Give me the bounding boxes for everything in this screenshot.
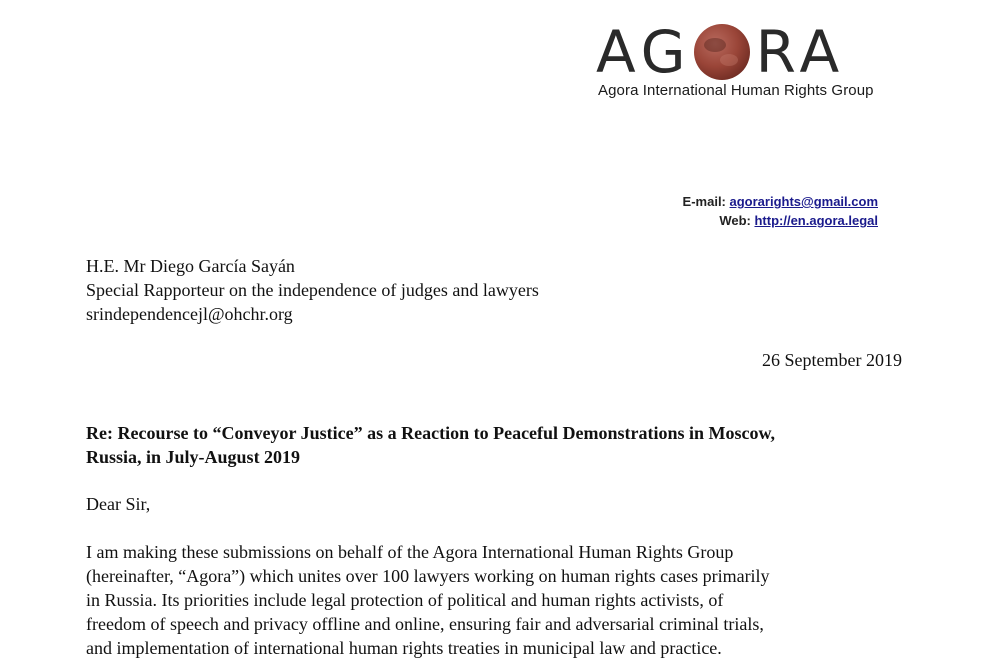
paragraph-line: freedom of speech and privacy offline and online, ensuring fair and adversarial criminal trials, [86, 614, 764, 634]
contact-web-row [683, 211, 878, 230]
paragraph-line: and implementation of international human rights treaties in municipal law and practice. [86, 638, 722, 658]
paragraph-line: in Russia. Its priorities include legal protection of political and human rights activists, of [86, 590, 724, 610]
addressee-title: Special Rapporteur on the independence of judges and lawyers [86, 280, 539, 300]
globe-icon [694, 24, 750, 80]
logo-word-right: RA [755, 18, 846, 86]
logo-subtitle: Agora International Human Rights Group [598, 82, 874, 99]
web-link[interactable]: http://en.agora.legal [754, 213, 878, 228]
paragraph-line: (hereinafter, “Agora”) which unites over 100 lawyers working on human rights cases primarily [86, 566, 770, 586]
logo-wordmark [596, 20, 845, 84]
addressee-name: H.E. Mr Diego García Sayán [86, 256, 295, 276]
subject-line-1: Re: Recourse to “Conveyor Justice” as a Reaction to Peaceful Demonstrations in Moscow, [86, 423, 776, 443]
addressee-block [86, 254, 539, 326]
addressee-email: srindependencejl@ohchr.org [86, 304, 293, 324]
body-paragraph [86, 540, 906, 660]
contact-block [683, 192, 878, 230]
agora-logo [596, 18, 886, 108]
contact-email-row [683, 192, 878, 211]
web-label: Web: [719, 213, 751, 228]
paragraph-line: I am making these submissions on behalf of the Agora International Human Rights Group [86, 542, 734, 562]
email-link[interactable]: agorarights@gmail.com [729, 194, 878, 209]
subject-line [86, 421, 906, 469]
salutation: Dear Sir, [86, 494, 151, 514]
email-label: E-mail: [682, 194, 726, 209]
subject-line-2: Russia, in July-August 2019 [86, 447, 301, 467]
logo-word-left: AG [596, 18, 692, 86]
letter-date: 26 September 2019 [762, 350, 902, 370]
